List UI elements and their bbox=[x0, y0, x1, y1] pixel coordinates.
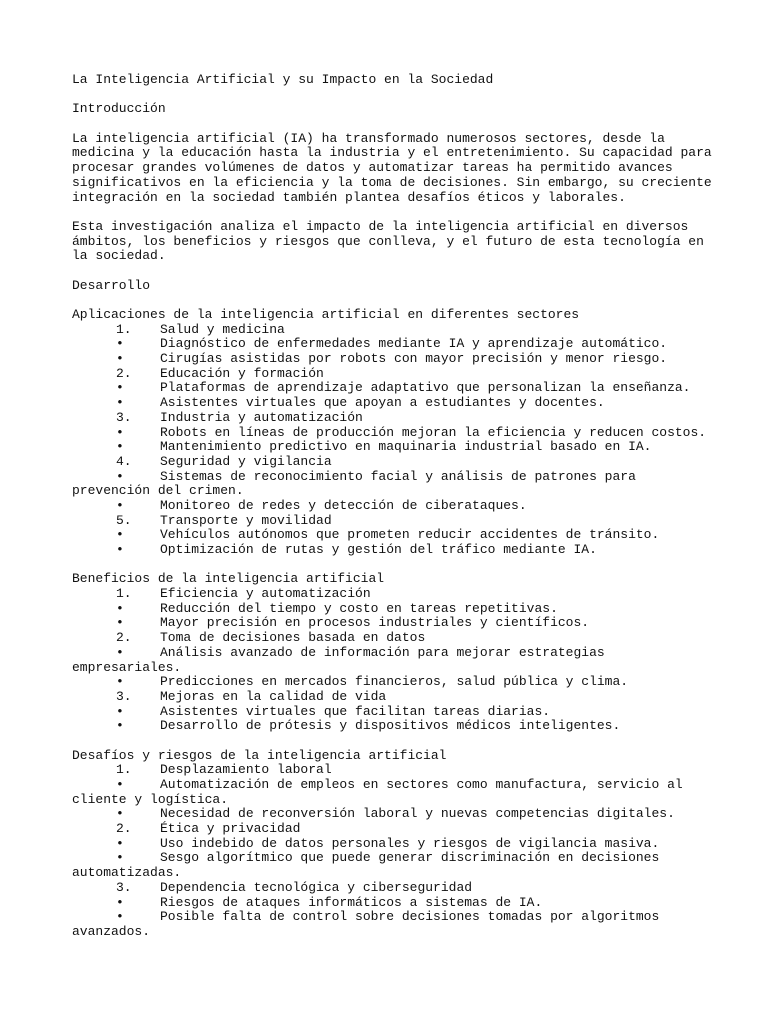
item-number: 2. bbox=[116, 821, 132, 837]
numbered-item bbox=[72, 881, 712, 896]
item-text: Análisis avanzado de información para mejorar estrategias bbox=[160, 644, 605, 660]
intro-heading: Introducción bbox=[72, 101, 166, 117]
paragraph-line: medicina y la educación hasta la industria y el entretenimiento. Su capacidad para bbox=[72, 145, 712, 161]
paragraph-line: la sociedad. bbox=[72, 248, 166, 264]
bullet-item bbox=[72, 381, 712, 396]
item-text: Sesgo algorítmico que puede generar discriminación en decisiones bbox=[160, 850, 660, 866]
item-continuation: cliente y logística. bbox=[72, 791, 229, 807]
bullet-marker: • bbox=[116, 468, 124, 484]
numbered-item bbox=[72, 587, 712, 602]
benefits-heading: Beneficios de la inteligencia artificial bbox=[72, 571, 385, 587]
risks-heading: Desafíos y riesgos de la inteligencia artificial bbox=[72, 747, 447, 763]
item-number: 1. bbox=[116, 586, 132, 602]
bullet-item bbox=[72, 675, 712, 690]
item-text: Diagnóstico de enfermedades mediante IA y aprendizaje automático. bbox=[160, 336, 668, 352]
bullet-item bbox=[72, 499, 712, 514]
paragraph-line: significativos en la eficiencia y la toma de decisiones. Sin embargo, su creciente bbox=[72, 174, 712, 190]
numbered-item bbox=[72, 822, 712, 837]
bullet-item bbox=[72, 528, 712, 543]
item-continuation: automatizadas. bbox=[72, 865, 182, 881]
numbered-item bbox=[72, 514, 712, 529]
risks-list bbox=[72, 763, 712, 939]
bullet-marker: • bbox=[116, 542, 124, 557]
item-text: Eficiencia y automatización bbox=[160, 586, 371, 602]
bullet-item bbox=[72, 470, 712, 499]
bullet-marker: • bbox=[116, 395, 124, 411]
bullet-item bbox=[72, 807, 712, 822]
bullet-item bbox=[72, 396, 712, 411]
bullet-marker: • bbox=[116, 380, 124, 396]
bullet-item bbox=[72, 705, 712, 720]
item-number: 2. bbox=[116, 365, 132, 381]
item-text: Transporte y movilidad bbox=[160, 512, 332, 528]
item-text: Ética y privacidad bbox=[160, 821, 301, 837]
bullet-marker: • bbox=[116, 909, 124, 925]
bullet-item bbox=[72, 602, 712, 617]
bullet-marker: • bbox=[116, 439, 124, 455]
item-text: Optimización de rutas y gestión del tráfico mediante IA. bbox=[160, 542, 597, 557]
bullet-item bbox=[72, 646, 712, 675]
item-text: Sistemas de reconocimiento facial y análisis de patrones para bbox=[160, 468, 636, 484]
bullet-item bbox=[72, 910, 712, 939]
item-text: Mayor precisión en procesos industriales y científicos. bbox=[160, 615, 590, 631]
applications-heading: Aplicaciones de la inteligencia artificial en diferentes sectores bbox=[72, 307, 580, 322]
bullet-item bbox=[72, 440, 712, 455]
item-text: Mantenimiento predictivo en maquinaria industrial basado en IA. bbox=[160, 439, 652, 455]
bullet-item bbox=[72, 337, 712, 352]
applications-list bbox=[72, 323, 712, 558]
intro-paragraph-2 bbox=[72, 220, 712, 264]
item-text: Seguridad y vigilancia bbox=[160, 453, 332, 469]
item-text: Necesidad de reconversión laboral y nuevas competencias digitales. bbox=[160, 806, 675, 822]
bullet-marker: • bbox=[116, 835, 124, 851]
paragraph-line: integración en la sociedad también plantea desafíos éticos y laborales. bbox=[72, 189, 626, 205]
item-text: Riesgos de ataques informáticos a sistemas de IA. bbox=[160, 894, 543, 910]
bullet-marker: • bbox=[116, 806, 124, 822]
bullet-marker: • bbox=[116, 894, 124, 910]
item-text: Cirugías asistidas por robots con mayor precisión y menor riesgo. bbox=[160, 351, 668, 367]
item-text: Posible falta de control sobre decisiones tomadas por algoritmos bbox=[160, 909, 660, 925]
item-text: Desplazamiento laboral bbox=[160, 762, 332, 778]
bullet-marker: • bbox=[116, 336, 124, 352]
paragraph-line: La inteligencia artificial (IA) ha transformado numerosos sectores, desde la bbox=[72, 130, 665, 146]
bullet-item bbox=[72, 837, 712, 852]
item-text: Asistentes virtuales que facilitan tareas diarias. bbox=[160, 703, 551, 719]
item-number: 1. bbox=[116, 762, 132, 778]
item-text: Salud y medicina bbox=[160, 321, 285, 337]
bullet-marker: • bbox=[116, 850, 124, 866]
item-number: 4. bbox=[116, 453, 132, 469]
paragraph-line: procesar grandes volúmenes de datos y automatizar tareas ha permitido avances bbox=[72, 160, 673, 176]
bullet-marker: • bbox=[116, 703, 124, 719]
item-number: 3. bbox=[116, 688, 132, 704]
bullet-item bbox=[72, 851, 712, 880]
item-continuation: empresariales. bbox=[72, 659, 182, 675]
item-text: Mejoras en la calidad de vida bbox=[160, 688, 387, 704]
document-body bbox=[72, 73, 712, 940]
numbered-item bbox=[72, 411, 712, 426]
numbered-item bbox=[72, 367, 712, 382]
bullet-item bbox=[72, 778, 712, 807]
item-text: Reducción del tiempo y costo en tareas repetitivas. bbox=[160, 600, 558, 616]
item-text: Educación y formación bbox=[160, 365, 324, 381]
benefits-list bbox=[72, 587, 712, 734]
item-text: Monitoreo de redes y detección de ciberataques. bbox=[160, 497, 527, 513]
bullet-marker: • bbox=[116, 424, 124, 440]
item-text: Uso indebido de datos personales y riesgos de vigilancia masiva. bbox=[160, 835, 660, 851]
numbered-item bbox=[72, 631, 712, 646]
bullet-item bbox=[72, 352, 712, 367]
numbered-item bbox=[72, 323, 712, 338]
bullet-item bbox=[72, 426, 712, 441]
item-continuation: prevención del crimen. bbox=[72, 483, 244, 499]
item-text: Predicciones en mercados financieros, salud pública y clima. bbox=[160, 674, 629, 690]
item-text: Plataformas de aprendizaje adaptativo que personalizan la enseñanza. bbox=[160, 380, 691, 396]
bullet-marker: • bbox=[116, 527, 124, 543]
bullet-item bbox=[72, 896, 712, 911]
item-text: Asistentes virtuales que apoyan a estudiantes y docentes. bbox=[160, 395, 605, 411]
numbered-item bbox=[72, 455, 712, 470]
bullet-marker: • bbox=[116, 718, 124, 734]
paragraph-line: Esta investigación analiza el impacto de la inteligencia artificial en diversos bbox=[72, 218, 689, 234]
item-number: 3. bbox=[116, 879, 132, 895]
bullet-marker: • bbox=[116, 600, 124, 616]
item-number: 5. bbox=[116, 512, 132, 528]
bullet-item bbox=[72, 719, 712, 734]
item-text: Toma de decisiones basada en datos bbox=[160, 630, 426, 646]
item-number: 3. bbox=[116, 409, 132, 425]
bullet-marker: • bbox=[116, 674, 124, 690]
bullet-marker: • bbox=[116, 644, 124, 660]
item-text: Vehículos autónomos que prometen reducir accidentes de tránsito. bbox=[160, 527, 660, 543]
item-text: Automatización de empleos en sectores como manufactura, servicio al bbox=[160, 777, 683, 792]
item-text: Industria y automatización bbox=[160, 409, 363, 425]
development-heading: Desarrollo bbox=[72, 277, 151, 293]
item-number: 2. bbox=[116, 630, 132, 646]
bullet-item bbox=[72, 543, 712, 558]
paragraph-line: ámbitos, los beneficios y riesgos que conlleva, y el futuro de esta tecnología en bbox=[72, 233, 704, 249]
document-title: La Inteligencia Artificial y su Impacto en la Sociedad bbox=[72, 72, 494, 87]
item-continuation: avanzados. bbox=[72, 923, 151, 939]
bullet-marker: • bbox=[116, 777, 124, 792]
intro-paragraph-1 bbox=[72, 132, 712, 205]
item-text: Dependencia tecnológica y ciberseguridad bbox=[160, 879, 473, 895]
bullet-item bbox=[72, 616, 712, 631]
item-text: Desarrollo de prótesis y dispositivos médicos inteligentes. bbox=[160, 718, 621, 734]
numbered-item bbox=[72, 690, 712, 705]
numbered-item bbox=[72, 763, 712, 778]
item-number: 1. bbox=[116, 321, 132, 337]
item-text: Robots en líneas de producción mejoran la eficiencia y reducen costos. bbox=[160, 424, 707, 440]
bullet-marker: • bbox=[116, 497, 124, 513]
bullet-marker: • bbox=[116, 351, 124, 367]
bullet-marker: • bbox=[116, 615, 124, 631]
